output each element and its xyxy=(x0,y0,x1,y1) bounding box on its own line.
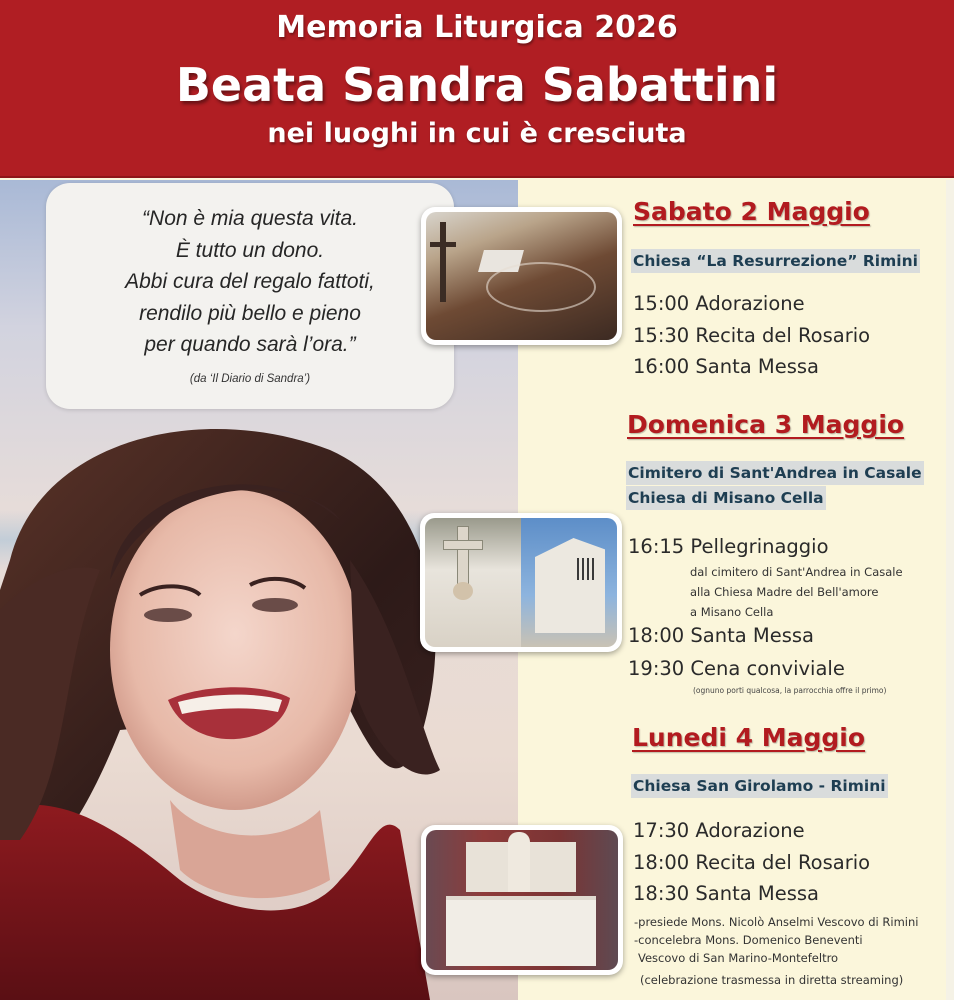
event-time: 16:00 xyxy=(633,355,690,378)
event-label: Santa Messa xyxy=(695,882,819,905)
streaming-note: (celebrazione trasmessa in diretta streaming) xyxy=(640,973,904,987)
quote-source: (da ‘Il Diario di Sandra’) xyxy=(189,373,311,385)
venue-label: Cimitero di Sant'Andrea in Casale xyxy=(626,461,924,485)
event-item xyxy=(628,624,814,647)
quote-line: per quando sarà l’ora.” xyxy=(144,333,356,356)
page-title: Beata Sandra Sabattini xyxy=(175,58,779,112)
event-item xyxy=(633,292,805,315)
event-item xyxy=(633,819,805,842)
quote-line: “Non è mia questa vita. xyxy=(142,207,358,230)
header-kicker: Memoria Liturgica 2026 xyxy=(276,10,678,45)
event-item xyxy=(633,355,819,378)
quote-card xyxy=(46,183,454,409)
event-note: dal cimitero di Sant'Andrea in Casale xyxy=(690,565,903,579)
event-note: a Misano Cella xyxy=(690,605,774,619)
day-title-saturday: Sabato 2 Maggio xyxy=(633,197,870,226)
header-subtitle: nei luoghi in cui è cresciuta xyxy=(267,118,687,149)
event-time: 18:30 xyxy=(633,882,690,905)
event-label: Recita del Rosario xyxy=(695,851,871,874)
event-item xyxy=(628,535,829,558)
event-label: Adorazione xyxy=(695,819,805,842)
event-note: Vescovo di San Marino-Montefeltro xyxy=(638,951,839,965)
event-note: -concelebra Mons. Domenico Beneventi xyxy=(634,933,863,947)
quote-line: È tutto un dono. xyxy=(175,238,325,262)
day-title-sunday: Domenica 3 Maggio xyxy=(627,410,905,439)
header-banner xyxy=(0,0,954,178)
event-item xyxy=(628,657,845,680)
event-label: Santa Messa xyxy=(695,355,819,378)
event-item xyxy=(633,851,870,874)
event-item xyxy=(633,882,819,905)
church-congregation-photo xyxy=(421,207,622,345)
event-time: 17:30 xyxy=(633,819,690,842)
day-title-monday: Lunedi 4 Maggio xyxy=(632,723,866,752)
event-item xyxy=(633,324,870,347)
event-label: Cena conviviale xyxy=(690,657,845,680)
event-label: Pellegrinaggio xyxy=(690,535,829,558)
quote-line: rendilo più bello e pieno xyxy=(139,301,361,325)
event-note: alla Chiesa Madre del Bell'amore xyxy=(690,585,879,599)
event-time: 18:00 xyxy=(628,624,685,647)
right-edge xyxy=(946,180,954,1000)
event-label: Santa Messa xyxy=(690,624,814,647)
event-time: 15:30 xyxy=(633,324,690,347)
event-time: 19:30 xyxy=(628,657,685,680)
event-time: 15:00 xyxy=(633,292,690,315)
event-time: 18:00 xyxy=(633,851,690,874)
event-time: 16:15 xyxy=(628,535,685,558)
event-label: Adorazione xyxy=(695,292,805,315)
grave-and-church-photo xyxy=(420,513,622,652)
venue-label: Chiesa “La Resurrezione” Rimini xyxy=(631,249,920,273)
venue-label: Chiesa di Misano Cella xyxy=(626,486,826,510)
quote-line: Abbi cura del regalo fattoti, xyxy=(125,270,375,293)
event-label: Recita del Rosario xyxy=(695,324,871,347)
quote-text xyxy=(46,203,454,361)
venue-label: Chiesa San Girolamo - Rimini xyxy=(631,774,888,798)
event-small-note: (ognuno porti qualcosa, la parrocchia offre il primo) xyxy=(693,686,887,695)
event-note: -presiede Mons. Nicolò Anselmi Vescovo di Rimini xyxy=(634,915,919,929)
marble-tomb-photo xyxy=(421,825,623,975)
